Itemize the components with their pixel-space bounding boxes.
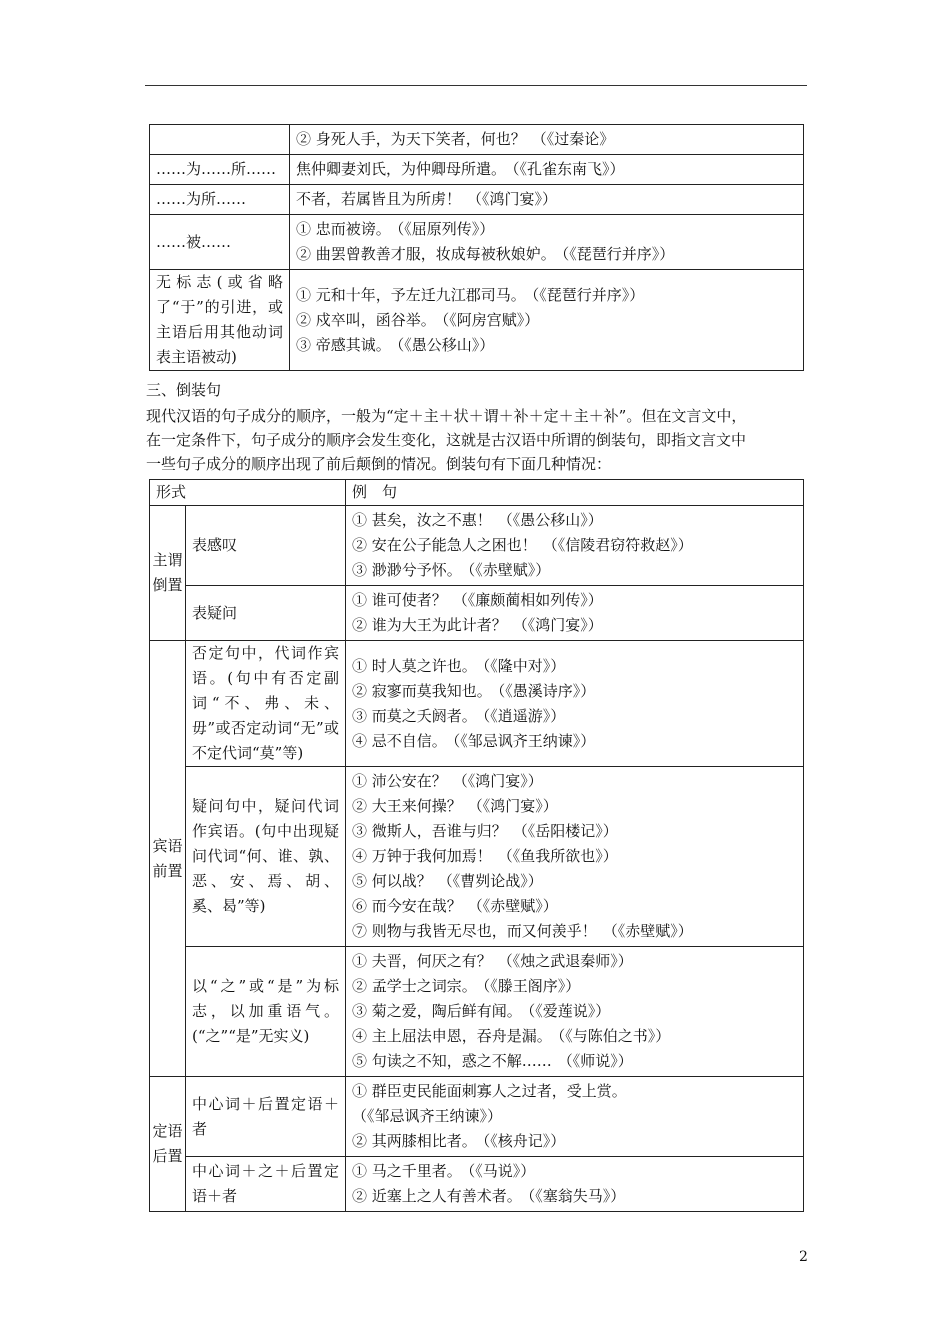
sub-label: 中心词＋后置定语＋者 [186, 1077, 346, 1157]
example-line [352, 769, 797, 794]
example-text: ③ 菊之爱，陶后鲜有闻。 [352, 1002, 522, 1020]
header-example: 例 句 [346, 480, 804, 506]
example-line [352, 533, 797, 558]
example-source: （《赤壁赋》） [467, 561, 551, 579]
example-line [352, 558, 797, 583]
example-text: ① 群臣吏民能面刺寡人之过者，受上赏。 [352, 1082, 627, 1100]
example-line [352, 949, 797, 974]
header-rule [145, 85, 807, 86]
example-text: 焦仲卿妻刘氏，为仲卿母所遣。 [296, 160, 507, 178]
row-label [150, 125, 290, 155]
example-text: ③ 微斯人，吾谁与归？ [352, 822, 507, 840]
example-text: ③ 而莫之夭阏者。 [352, 706, 477, 725]
example-line [352, 1024, 797, 1049]
example-line [296, 217, 797, 242]
example-text: ② 戍卒叫，函谷举。 [296, 310, 436, 329]
example-line [352, 1104, 797, 1129]
sub-label: 表疑问 [186, 586, 346, 641]
sub-label: 表感叹 [186, 506, 346, 586]
example-line [352, 869, 797, 894]
sub-label: 否定句中，代词作宾语。(句中有否定副词“不、弗、未、毋”或否定动词“无”或不定代词“莫”等) [186, 641, 346, 767]
example-line [352, 919, 797, 944]
example-line [352, 1184, 797, 1209]
sub-examples [346, 767, 804, 947]
example-text: （《邹忌讽齐王纳谏》） [352, 1107, 503, 1125]
row-examples [290, 155, 804, 185]
example-text: ② 其两膝相比者。 [352, 1132, 477, 1150]
example-text: ① 夫晋，何厌之有？ [352, 952, 492, 970]
example-line [352, 1159, 797, 1184]
sub-examples [346, 1077, 804, 1157]
example-line [352, 704, 797, 729]
example-source: （《愚溪诗序》） [497, 681, 596, 700]
example-line [296, 187, 797, 212]
example-text: ④ 万钟于我何加焉！ [352, 847, 492, 865]
example-source: （《屈原列传》） [396, 220, 495, 238]
example-text: ② 身死人手，为天下笑者，何也？ [296, 130, 526, 148]
group-label: 宾语前置 [150, 641, 186, 1077]
row-label: ……为所…… [150, 185, 290, 215]
example-text: ③ 帝感其诚。 [296, 335, 391, 354]
example-text: ④ 主上屈法申恩，吞舟是漏。 [352, 1027, 552, 1045]
example-text: ① 甚矣，汝之不惠！ [352, 511, 492, 529]
example-text: ① 忠而被谤。 [296, 220, 391, 238]
example-source: （《烛之武退秦师》） [497, 952, 633, 970]
example-source: （《鸿门宴》） [467, 190, 558, 208]
example-line [352, 974, 797, 999]
intro-paragraph [146, 404, 808, 476]
header-form: 形式 [150, 480, 346, 506]
example-text: ② 谁为大王为此计者？ [352, 616, 507, 634]
sub-examples [346, 641, 804, 767]
row-label: ……被…… [150, 215, 290, 270]
example-source: （《琵琶行并序》） [531, 285, 645, 304]
example-source: （《琵琶行并序》） [561, 245, 675, 263]
table-row [150, 185, 804, 215]
example-line [352, 894, 797, 919]
table-row [150, 215, 804, 270]
example-text: ② 孟学士之词宗。 [352, 977, 477, 995]
example-text: ⑤ 何以战？ [352, 872, 432, 890]
sub-label: 中心词＋之＋后置定语＋者 [186, 1157, 346, 1212]
header-row [150, 480, 804, 506]
example-line [296, 127, 797, 152]
example-line [352, 679, 797, 704]
example-text: ② 曲罢曾教善才服，妆成每被秋娘妒。 [296, 245, 556, 263]
intro-line: 一些句子成分的顺序出现了前后颠倒的情况。倒装句有下面几种情况： [146, 455, 612, 473]
row-label: ……为……所…… [150, 155, 290, 185]
example-text: ① 马之千里者。 [352, 1162, 462, 1180]
example-source: （《鸿门宴》） [512, 616, 603, 634]
inversion-table [149, 479, 804, 1212]
table-row [150, 641, 804, 767]
table-row [150, 947, 804, 1077]
example-line [352, 794, 797, 819]
example-source: （《曹刿论战》） [437, 872, 543, 890]
example-text: ② 大王来何操？ [352, 797, 462, 815]
example-text: ① 谁可使者？ [352, 591, 447, 609]
example-source: （《孔雀东南飞》） [512, 160, 625, 178]
example-source: （《隆中对》） [482, 656, 566, 675]
example-line [352, 1049, 797, 1074]
example-text: ① 沛公安在？ [352, 772, 447, 790]
table-row [150, 155, 804, 185]
section-heading: 三、倒装句 [146, 381, 222, 399]
passive-table [149, 124, 804, 371]
example-source: （《核舟记》） [482, 1132, 566, 1150]
example-source: （《阿房宫赋》） [441, 310, 540, 329]
row-examples [290, 215, 804, 270]
example-line [352, 844, 797, 869]
table-row [150, 1157, 804, 1212]
example-line [352, 999, 797, 1024]
example-line [352, 613, 797, 638]
example-line [352, 819, 797, 844]
row-label: 无标志(或省略了“于”的引进，或主语后用其他动词表主语被动) [150, 270, 290, 371]
example-source: （《逍遥游》） [482, 706, 566, 725]
example-source: （《滕王阁序》） [482, 977, 581, 995]
example-source: （《塞翁失马》） [527, 1187, 626, 1205]
table-row [150, 125, 804, 155]
example-text: ⑦ 则物与我皆无尽也，而又何羡乎！ [352, 922, 597, 940]
example-text: ④ 忌不自信。 [352, 731, 447, 750]
sub-examples [346, 506, 804, 586]
example-line [296, 333, 797, 358]
example-source: （《愚公移山》） [396, 335, 495, 354]
page-number: 2 [799, 1249, 808, 1265]
example-source: （《鸿门宴》） [467, 797, 558, 815]
example-text: 不者，若属皆且为所虏！ [296, 190, 462, 208]
example-text: ⑥ 而今安在哉？ [352, 897, 462, 915]
example-source: （《马说》） [467, 1162, 536, 1180]
example-source: （《廉颇蔺相如列传》） [452, 591, 603, 609]
example-line [296, 308, 797, 333]
row-examples [290, 185, 804, 215]
table-row [150, 767, 804, 947]
sub-examples [346, 1157, 804, 1212]
sub-label: 以“之”或“是”为标志，以加重语气。(“之”“是”无实义) [186, 947, 346, 1077]
example-line [352, 654, 797, 679]
example-text: ② 近塞上之人有善术者。 [352, 1187, 522, 1205]
table-row [150, 270, 804, 371]
example-source: （《信陵君窃符救赵》） [542, 536, 693, 554]
example-line [352, 729, 797, 754]
row-examples [290, 125, 804, 155]
example-line [352, 588, 797, 613]
example-text: ① 元和十年，予左迁九江郡司马。 [296, 285, 526, 304]
example-line [352, 508, 797, 533]
example-line [296, 283, 797, 308]
sub-examples [346, 586, 804, 641]
example-source: （《邹忌讽齐王纳谏》） [452, 731, 596, 750]
example-text: ② 寂寥而莫我知也。 [352, 681, 492, 700]
example-source: （《赤壁赋》） [467, 897, 558, 915]
example-source: （《岳阳楼记》） [512, 822, 618, 840]
sub-examples [346, 947, 804, 1077]
example-text: ③ 渺渺兮予怀。 [352, 561, 462, 579]
example-source: （《鱼我所欲也》） [497, 847, 618, 865]
group-label: 主谓倒置 [150, 506, 186, 641]
example-line [296, 157, 797, 182]
example-line [352, 1129, 797, 1154]
group-label: 定语后置 [150, 1077, 186, 1212]
example-source: （《愚公移山》） [497, 511, 603, 529]
intro-line: 现代汉语的句子成分的顺序，一般为“定＋主＋状＋谓＋补＋定＋主＋补”。但在文言文中， [146, 407, 747, 425]
table-row [150, 506, 804, 586]
example-source: （《爱莲说》） [527, 1002, 611, 1020]
table-row [150, 1077, 804, 1157]
example-source: （《赤壁赋》） [602, 922, 693, 940]
example-source: （《与陈伯之书》） [557, 1027, 671, 1045]
example-text: ② 安在公子能急人之困也！ [352, 536, 537, 554]
example-text: ⑤ 句读之不知，惑之不解…… [352, 1052, 552, 1070]
table-row [150, 586, 804, 641]
example-source: （《鸿门宴》） [452, 772, 543, 790]
row-examples [290, 270, 804, 371]
sub-label: 疑问句中，疑问代词作宾语。(句中出现疑问代词“何、谁、孰、恶、安、焉、胡、奚、曷”等) [186, 767, 346, 947]
example-line [352, 1079, 797, 1104]
example-source: （《师说》） [557, 1052, 633, 1070]
example-text: ① 时人莫之许也。 [352, 656, 477, 675]
intro-line: 在一定条件下，句子成分的顺序会发生变化，这就是古汉语中所谓的倒装句，即指文言文中 [146, 431, 747, 449]
example-source: （《过秦论》 [531, 130, 615, 148]
example-line [296, 242, 797, 267]
